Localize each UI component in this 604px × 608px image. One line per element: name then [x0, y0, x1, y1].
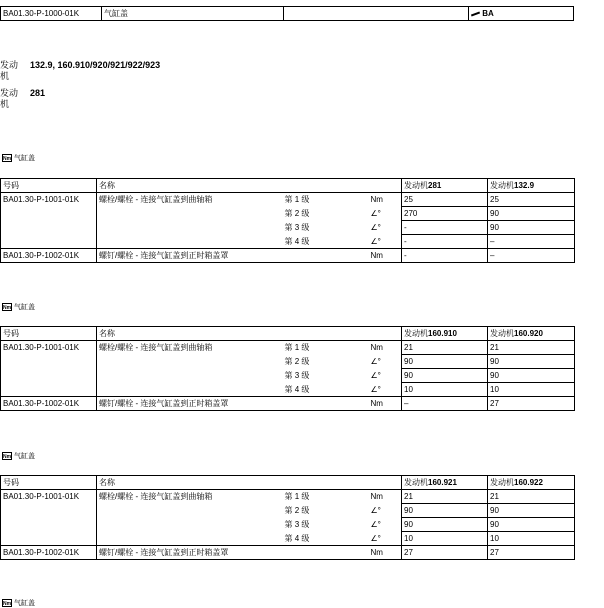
- col-engine-a-header: 发动机160.921: [402, 476, 488, 490]
- engine-line-2: [0, 88, 46, 110]
- col-code-header: 号码: [1, 179, 97, 193]
- tighten-stage: 第 1 级: [284, 492, 310, 501]
- table-row: [1, 221, 575, 235]
- tighten-stage: [283, 546, 369, 560]
- value-engine-b: 25: [488, 193, 575, 207]
- table-row: [1, 546, 575, 560]
- col-name-header: 名称: [97, 179, 402, 193]
- value-engine-a: 90: [402, 369, 488, 383]
- unit: ∠°: [369, 532, 402, 546]
- table-row: [1, 249, 575, 263]
- unit: ∠°: [369, 235, 402, 249]
- torque-nm-icon: Nm: [3, 454, 12, 460]
- table-row: [1, 397, 575, 411]
- torque-nm-icon: Nm: [3, 305, 12, 311]
- unit: ∠°: [370, 356, 381, 366]
- value-engine-a: -: [402, 221, 488, 235]
- value-engine-b: 27: [488, 397, 575, 411]
- part-code: BA01.30-P-1001-01K: [1, 341, 97, 355]
- tighten-stage: 第 4 级: [283, 235, 369, 249]
- col-code-header: 号码: [1, 327, 97, 341]
- col-name-header: 名称: [97, 476, 402, 490]
- unit: ∠°: [370, 222, 381, 232]
- torque-nm-icon: Nm: [3, 156, 12, 162]
- tighten-stage: [283, 397, 369, 411]
- unit: Nm: [370, 195, 383, 204]
- unit: Nm: [369, 397, 402, 411]
- unit: ∠°: [370, 505, 381, 515]
- col-engine-a-header: 发动机160.910: [402, 327, 488, 341]
- value-engine-a: -: [402, 235, 488, 249]
- value-engine-a: 21: [402, 341, 488, 355]
- engine-value: 281: [30, 88, 46, 98]
- part-name: [97, 235, 283, 249]
- value-engine-b: 21: [488, 341, 575, 355]
- tighten-stage: 第 4 级: [283, 532, 369, 546]
- value-engine-b: 90: [488, 355, 575, 369]
- unit: ∠°: [370, 370, 381, 380]
- tighten-stage: 第 3 级: [284, 519, 310, 529]
- tighten-stage: 第 4 级: [283, 383, 369, 397]
- value-engine-a: –: [402, 397, 488, 411]
- table-row: [1, 532, 575, 546]
- value-engine-a: 90: [402, 504, 488, 518]
- value-engine-b: –: [488, 249, 575, 263]
- tighten-stage: 第 2 级: [284, 356, 310, 366]
- value-engine-b: –: [488, 235, 575, 249]
- doc-blank: [284, 7, 469, 21]
- value-engine-a: 21: [402, 490, 488, 504]
- part-code: [1, 383, 97, 397]
- part-code: BA01.30-P-1002-01K: [1, 546, 97, 560]
- table-row: [1, 490, 575, 504]
- col-engine-b-header: 发动机132.9: [488, 179, 575, 193]
- col-engine-b-header: 发动机160.920: [488, 327, 575, 341]
- tighten-stage: [283, 249, 369, 263]
- value-engine-a: 270: [402, 207, 488, 221]
- table-row: [1, 504, 575, 518]
- part-name: 螺钉/螺栓 - 连接气缸盖到正时箱盖罩: [97, 397, 283, 411]
- unit: ∠°: [370, 208, 381, 218]
- part-name: [97, 504, 283, 518]
- section-label: [2, 153, 35, 163]
- part-code: BA01.30-P-1002-01K: [1, 249, 97, 263]
- part-name: [97, 221, 283, 235]
- tighten-stage: 第 1 级: [284, 343, 310, 352]
- unit: Nm: [370, 492, 383, 501]
- part-name: [97, 518, 283, 532]
- part-code: [1, 504, 97, 518]
- engine-label: 发动机: [0, 88, 19, 109]
- value-engine-a: 27: [402, 546, 488, 560]
- value-engine-b: 90: [488, 221, 575, 235]
- doc-ba-label: BA: [482, 9, 494, 18]
- torque-table: [0, 475, 575, 560]
- engine-value: 132.9, 160.910/920/921/922/923: [30, 60, 161, 70]
- torque-table: [0, 178, 575, 263]
- table-row: [1, 383, 575, 397]
- section-title: 气缸盖: [14, 600, 35, 607]
- unit: ∠°: [370, 519, 381, 529]
- col-name-header: 名称: [97, 327, 402, 341]
- unit: Nm: [369, 249, 402, 263]
- part-code: [1, 369, 97, 383]
- part-code: BA01.30-P-1001-01K: [1, 490, 97, 504]
- part-code: BA01.30-P-1002-01K: [1, 397, 97, 411]
- torque-nm-icon: Nm: [3, 601, 12, 607]
- doc-ba-cell: [469, 7, 574, 21]
- unit: ∠°: [369, 383, 402, 397]
- value-engine-b: 90: [488, 504, 575, 518]
- tighten-stage: 第 3 级: [284, 370, 310, 380]
- part-name: [97, 207, 283, 221]
- engine-label: 发动机: [0, 60, 19, 81]
- tighten-stage: 第 1 级: [284, 195, 310, 204]
- part-name: [97, 369, 283, 383]
- section-label: [2, 451, 35, 461]
- part-name: 螺栓/螺栓 - 连接气缸盖到曲轴箱: [97, 341, 283, 355]
- table-row: [1, 235, 575, 249]
- section-title: 气缸盖: [14, 304, 35, 311]
- col-code-header: 号码: [1, 476, 97, 490]
- value-engine-b: 90: [488, 518, 575, 532]
- part-name: [97, 532, 283, 546]
- doc-title: 气缸盖: [102, 7, 284, 21]
- col-engine-a-header: 发动机281: [402, 179, 488, 193]
- table-row: [1, 193, 575, 207]
- table-row: [1, 355, 575, 369]
- value-engine-a: 10: [402, 383, 488, 397]
- value-engine-a: 10: [402, 532, 488, 546]
- table-row: [1, 369, 575, 383]
- value-engine-a: -: [402, 249, 488, 263]
- table-row: [1, 518, 575, 532]
- part-code: [1, 355, 97, 369]
- tighten-stage: 第 2 级: [284, 505, 310, 515]
- table-row: [1, 207, 575, 221]
- doc-header: [0, 6, 574, 21]
- value-engine-b: 27: [488, 546, 575, 560]
- section-title: 气缸盖: [14, 155, 35, 162]
- value-engine-a: 90: [402, 518, 488, 532]
- value-engine-a: 90: [402, 355, 488, 369]
- col-engine-b-header: 发动机160.922: [488, 476, 575, 490]
- part-name: 螺钉/螺栓 - 连接气缸盖到正时箱盖罩: [97, 546, 283, 560]
- value-engine-b: 90: [488, 369, 575, 383]
- unit: Nm: [369, 546, 402, 560]
- table-header-row: [1, 327, 575, 341]
- tighten-stage: 第 2 级: [284, 208, 310, 218]
- value-engine-a: 25: [402, 193, 488, 207]
- value-engine-b: 90: [488, 207, 575, 221]
- part-code: [1, 221, 97, 235]
- section-title: 气缸盖: [14, 453, 35, 460]
- part-code: [1, 207, 97, 221]
- part-name: 螺栓/螺栓 - 连接气缸盖到曲轴箱: [97, 193, 283, 207]
- part-name: 螺钉/螺栓 - 连接气缸盖到正时箱盖罩: [97, 249, 283, 263]
- doc-code: BA01.30-P-1000-01K: [1, 7, 102, 21]
- tighten-stage: 第 3 级: [284, 222, 310, 232]
- part-name: 螺栓/螺栓 - 连接气缸盖到曲轴箱: [97, 490, 283, 504]
- value-engine-b: 10: [488, 532, 575, 546]
- torque-table: [0, 326, 575, 411]
- table-header-row: [1, 179, 575, 193]
- part-code: BA01.30-P-1001-01K: [1, 193, 97, 207]
- unit: Nm: [370, 343, 383, 352]
- part-code: [1, 518, 97, 532]
- part-code: [1, 235, 97, 249]
- value-engine-b: 21: [488, 490, 575, 504]
- engine-line-1: [0, 60, 161, 82]
- part-name: [97, 383, 283, 397]
- part-code: [1, 532, 97, 546]
- wrench-icon: [471, 11, 480, 16]
- value-engine-b: 10: [488, 383, 575, 397]
- part-name: [97, 355, 283, 369]
- table-row: [1, 341, 575, 355]
- table-header-row: [1, 476, 575, 490]
- section-label: [2, 302, 35, 312]
- section-label-trailing: [2, 598, 35, 608]
